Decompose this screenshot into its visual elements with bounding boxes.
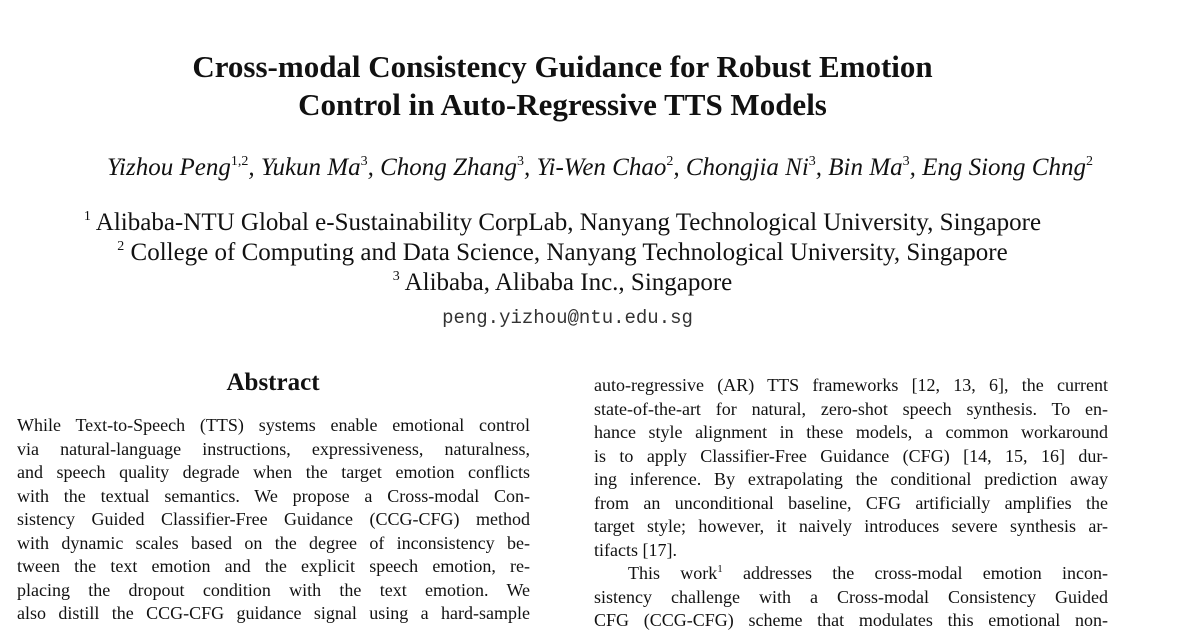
author-separator: , [248,154,261,181]
author-separator: , [815,154,829,181]
abstract-line: sistency Guided Classifier-Free Guidance (CCG-CFG) method [17,509,530,529]
author-separator: , [523,154,537,181]
author-name: Bin Ma [828,154,903,181]
affiliation-list [0,208,1125,298]
author-name: Eng Siong Chng [922,154,1086,181]
author-name: Yukun Ma [260,154,361,181]
author-name: Yizhou Peng [107,154,231,181]
author-separator: , [909,154,923,181]
affiliation-text: Alibaba, Alibaba Inc., Singapore [404,269,733,296]
title-line-1: Cross-modal Consistency Guidance for Robust Emotion [192,49,933,84]
intro-paragraph-2-start: This work [628,563,718,583]
abstract-line: While Text-to-Speech (TTS) systems enable emotional control [17,415,530,435]
author-affiliation-mark: 2 [666,154,674,169]
author-affiliation-mark: 3 [808,154,816,169]
intro-line: is to apply Classifier-Free Guidance (CFG) [14, 15, 16] dur- [594,445,1108,466]
abstract-line: and speech quality degrade when the target emotion conflicts [17,462,530,482]
abstract-body [17,414,530,626]
author-affiliation-mark: 3 [902,154,910,169]
intro-line: state-of-the-art for natural, zero-shot speech synthesis. To en- [594,398,1108,419]
affiliation-line [0,268,1125,298]
intro-line: auto-regressive (AR) TTS frameworks [12, 13, 6], the current [594,375,1108,395]
affiliation-text: College of Computing and Data Science, Nanyang Technological University, Singapore [130,239,1008,266]
author-affiliation-mark: 3 [516,154,524,169]
abstract-line: placing the dropout condition with the text emotion. We [17,579,530,600]
abstract-line: tween the text emotion and the explicit speech emotion, re- [17,556,530,576]
intro-line: from an unconditional baseline, CFG artificially amplifies the [594,492,1108,513]
author-affiliation-mark: 1,2 [230,154,249,169]
title-line-2: Control in Auto-Regressive TTS Models [298,87,827,122]
author-name: Chong Zhang [380,154,517,181]
affiliation-mark: 2 [117,239,125,254]
affiliation-line [0,208,1125,238]
author-separator: , [367,154,381,181]
abstract-line: with the textual semantics. We propose a Cross-modal Con- [17,485,530,506]
author-name: Yi-Wen Chao [536,154,667,181]
abstract-line: also distill the CCG-CFG guidance signal using a hard-sample [17,603,530,623]
author-name: Chongjia Ni [685,154,809,181]
intro-paragraph-2-end: addresses the cross-modal emotion incon- [722,563,1109,583]
affiliation-line [0,238,1125,268]
author-affiliation-mark: 2 [1085,154,1093,169]
author-affiliation-mark: 3 [360,154,368,169]
footnote-mark[interactable]: 1 [717,563,723,575]
intro-line: sistency challenge with a Cross-modal Consistency Guided [594,586,1108,607]
author-list [0,152,1200,184]
affiliation-mark: 3 [392,269,400,284]
paper-title [0,48,1125,124]
author-separator: , [673,154,686,181]
intro-line: target style; however, it naively introduces severe synthesis ar- [594,516,1108,536]
affiliation-text: Alibaba-NTU Global e-Sustainability CorpLab, Nanyang Technological University, Singapore [95,209,1042,236]
affiliation-mark: 1 [83,209,91,224]
intro-line: tifacts [17]. [594,539,677,560]
introduction-body [594,374,1108,633]
intro-line: CFG (CCG-CFG) scheme that modulates this emotional non- [594,610,1108,630]
intro-line: ing inference. By extrapolating the conditional prediction away [594,469,1108,489]
abstract-heading: Abstract [226,369,320,396]
abstract-line: via natural-language instructions, expressiveness, naturalness, [17,438,530,459]
contact-email: peng.yizhou@ntu.edu.sg [442,307,693,329]
abstract-line: with dynamic scales based on the degree of inconsistency be- [17,532,530,553]
intro-line: hance style alignment in these models, a common workaround [594,422,1108,442]
intro-paragraph-2-line-1 [594,562,1108,586]
